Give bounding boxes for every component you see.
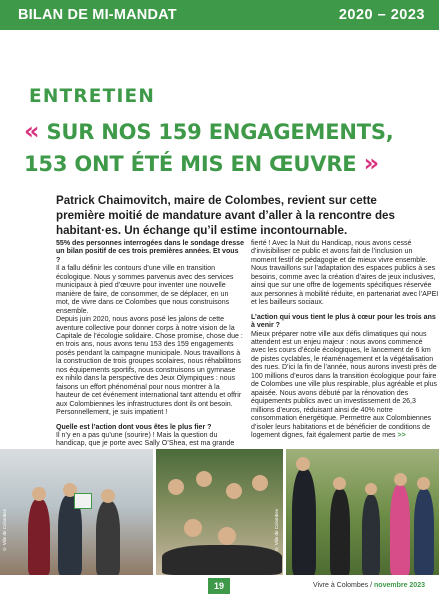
person-head [252, 475, 268, 491]
magazine-credit [313, 582, 425, 589]
person-figure [292, 469, 316, 575]
answer-1-paragraph-2: Depuis juin 2020, nous avons posé les jalons de cette aventure collective pour donner corps à notre vision de la Capitale de l’écologie solidaire. Chose promise, chose due : en trois ans, nous avons tenu 153 des 159 engagements posés pendant la campagne municipale. Nous travaillons à la construction de trois groupes scolaires, nous réhabilitons nos équipements sportifs, nous construisons un gymnase ex nihilo dans la perspective des Jeux Olympiques : nous faisons un effort phénoménal pour nous montrer à la hauteur de cet événement international tant attendu et offrir aux Colombiennes les infrastructures dont ils ont besoin. Personnellement, je suis impatient ! [56, 316, 243, 417]
headline-line-2 [24, 148, 424, 180]
section-title: BILAN DE MI-MANDAT [18, 7, 177, 23]
headline-text-1: SUR NOS 159 ENGAGEMENTS, [46, 120, 394, 144]
person-figure [96, 501, 120, 575]
photo-credit-mid: © Ville de Colombes [274, 509, 279, 552]
kicker-label: ENTRETIEN [29, 86, 156, 107]
top-banner [0, 0, 439, 30]
close-quote: » [363, 149, 379, 177]
answer-2-continued: fierté ! Avec la Nuit du Handicap, nous avons cessé d’invisibiliser ce public et avons fait de l’inclusion un moment festif de pédagogie et de mieux vivre ensemble. Nous travaillons sur l’adaptation des espaces publics à ses besoins, comme avec la création d’aires de jeux inclusives, ainsi que sur une offre de logements spécifiques réservée aux personnes à mobilité réduite, en partenariat avec l’APEI et les bailleurs sociaux. [251, 240, 439, 307]
photo-credit-left: © Ville de Colombes [2, 509, 7, 552]
person-head [417, 477, 430, 490]
question-1: 55% des personnes interrogées dans le sondage dresse un bilan positif de ces trois premières années. Et vous ? [56, 240, 244, 264]
headline-text-2: 153 ONT ÉTÉ MIS EN ŒUVRE [24, 152, 357, 176]
photo-planting [286, 449, 439, 575]
person-head [32, 487, 46, 501]
person-figure [362, 495, 380, 575]
years-label: 2020 – 2023 [338, 7, 425, 23]
person-head [184, 519, 202, 537]
person-head [218, 527, 236, 545]
person-figure [28, 499, 50, 575]
answer-1-paragraph-1: Il a fallu définir les contours d’une ville en transition écologique. Nous y sommes parvenus avec des services municipaux à pied d’œuvre pour inventer une nouvelle manière de faire, de consommer, de se déplacer, en un mot, de vivre dans ce Colombes que nous construisons ensemble. [56, 265, 234, 315]
person-head [333, 477, 346, 490]
person-figure [330, 489, 350, 575]
page-number: 19 [208, 578, 230, 594]
person-figure [390, 485, 410, 575]
person-head [365, 483, 377, 495]
person-head [101, 489, 115, 503]
photo-crowd [156, 449, 283, 575]
standfirst: Patrick Chaimovitch, maire de Colombes, revient sur cette première moitié de mandature avant d’aller à la rencontre des habitant·es. Un échange qu’il estime incontournable. [56, 194, 395, 237]
award-sign [74, 493, 92, 509]
magazine-title: Vivre à Colombes / [313, 582, 373, 589]
person-head [226, 483, 242, 499]
article-column-right [251, 240, 439, 440]
article-column-left [56, 240, 244, 449]
answer-3-text: Mieux préparer notre ville aux défis climatiques qui nous attendent est un enjeu majeur : nous avons commencé avec les cours d’école écologiques, le lancement de 6 km de pistes cyclables, le réaménagement et la végétalisation des rues. D’ici la fin de l’année, nous aurons investi près de 100 millions d’euros dans la transition écologique pour faire de Colombes une ville plus respirable, plus agréable et plus apaisée. Nous avons débuté par la rénovation des équipements publics avec un investissement de 26,3 millions d’euros, réduisant ainsi de 40% notre consommation énergétique. Permettre aux Colombiennes d’isoler leurs habitations et de bénéficier de conditions de logement dignes, fait également partie de mes [251, 330, 438, 439]
headline [24, 116, 424, 180]
person-head [394, 473, 407, 486]
issue-date: novembre 2023 [374, 582, 425, 589]
person-head [168, 479, 184, 495]
continue-arrow: >> [397, 431, 406, 439]
person-head [296, 457, 310, 471]
person-head [196, 471, 212, 487]
question-3: L’action qui vous tient le plus à cœur pour les trois ans à venir ? [251, 313, 436, 330]
photo-strip [0, 449, 439, 575]
crowd-bodies [162, 545, 282, 575]
page-footer [0, 578, 439, 600]
answer-3 [251, 331, 439, 441]
person-figure [414, 489, 434, 575]
open-quote: « [24, 117, 40, 145]
question-2: Quelle est l’action dont vous êtes le plus fier ? [56, 423, 212, 431]
photo-ceremony [0, 449, 153, 575]
answer-2-start: Il n’y en a pas qu’une (sourire) ! Mais la question du handicap, que je porte avec Sally O’Shea, est ma grande [56, 431, 235, 448]
headline-line-1 [24, 116, 424, 148]
